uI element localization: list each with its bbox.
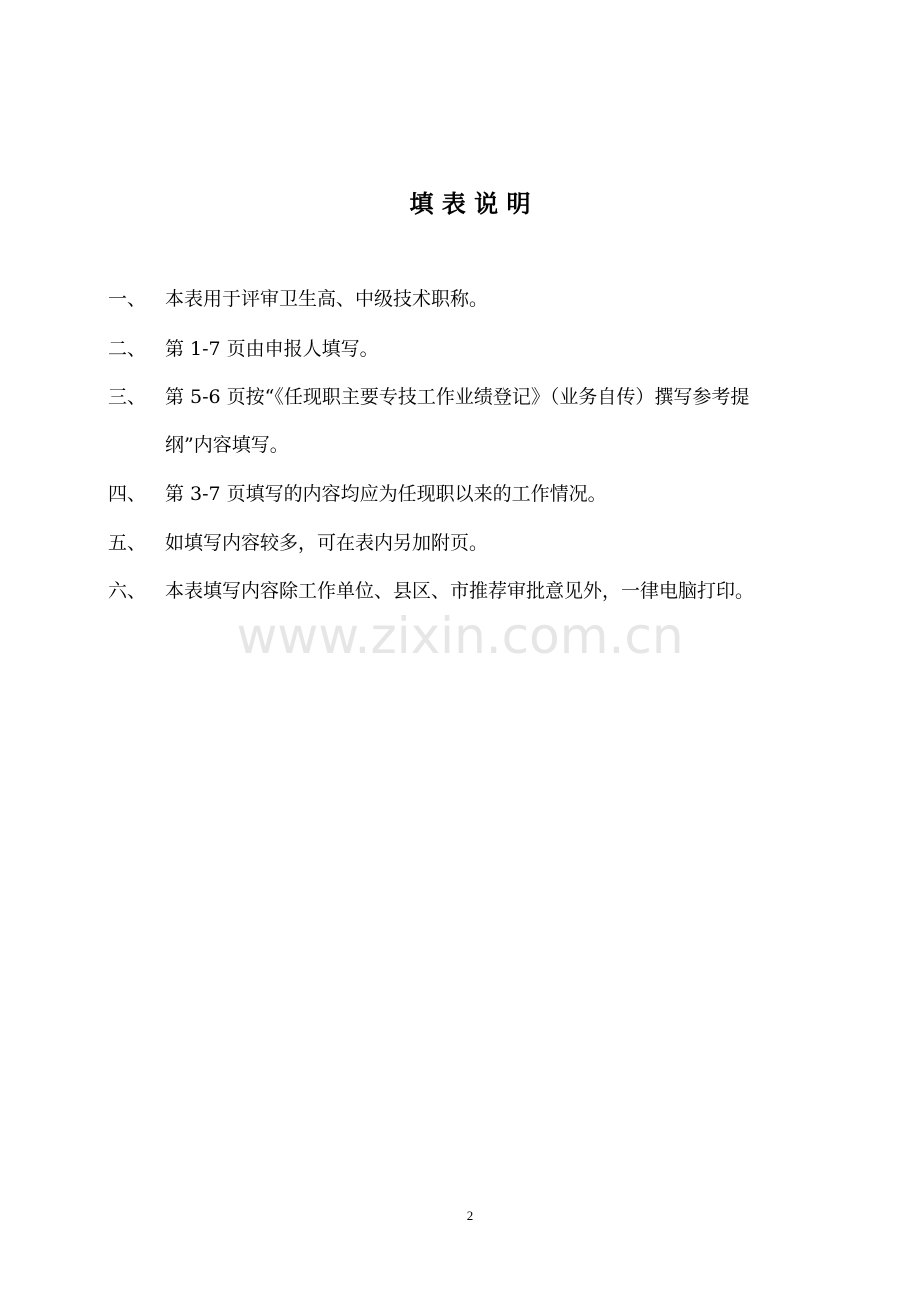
- page-number: 2: [466, 1208, 474, 1223]
- watermark: www.zixin.com.cn: [236, 607, 684, 665]
- item-5-number: 五、: [108, 532, 147, 554]
- item-3-number: 三、: [108, 386, 147, 408]
- item-3-text-line-1: 第 5-6 页按“《任现职主要专技工作业绩登记》（业务自传）撰写参考提: [165, 386, 750, 408]
- item-1-text: 本表用于评审卫生高、中级技术职称。: [165, 288, 489, 310]
- document-title: 填 表 说 明: [409, 190, 531, 218]
- item-2-text: 第 1-7 页由申报人填写。: [165, 338, 379, 360]
- item-2-number: 二、: [108, 338, 147, 360]
- item-4-number: 四、: [108, 483, 147, 505]
- item-3-text-line-2: 纲”内容填写。: [165, 434, 289, 456]
- item-4-text: 第 3-7 页填写的内容均应为任现职以来的工作情况。: [165, 483, 607, 505]
- item-1-number: 一、: [108, 288, 147, 310]
- item-6-number: 六、: [108, 580, 147, 602]
- item-5-text: 如填写内容较多，可在表内另加附页。: [165, 532, 489, 554]
- item-6-text: 本表填写内容除工作单位、县区、市推荐审批意见外，一律电脑打印。: [165, 580, 755, 602]
